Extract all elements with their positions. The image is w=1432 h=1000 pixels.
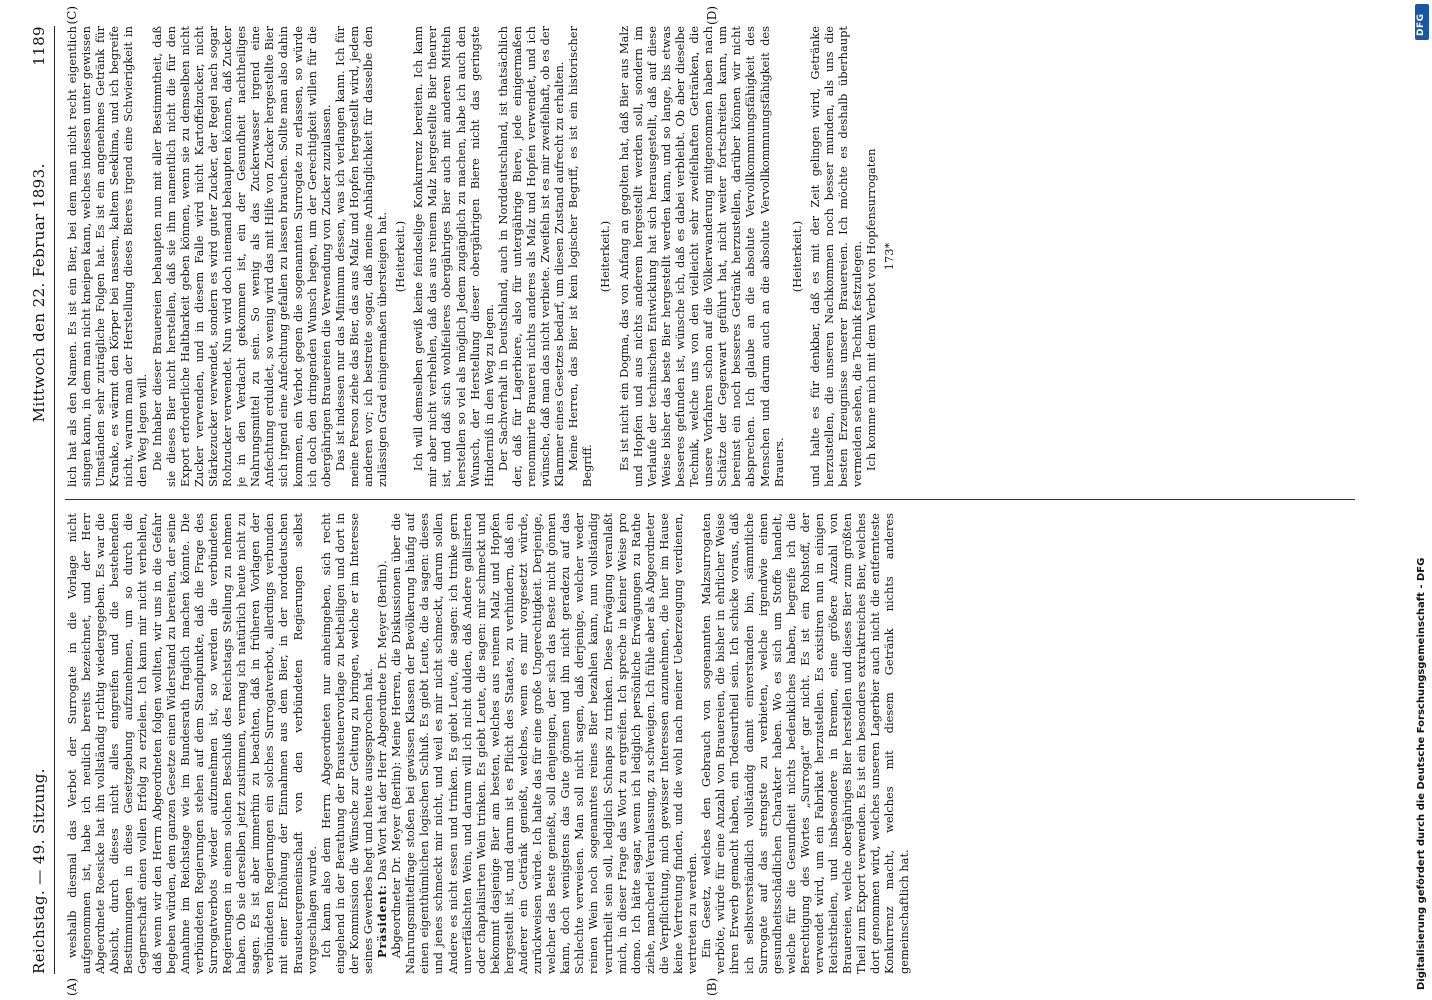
paragraph-text: Ich kann also dem Herrn Abgeordneten nur anheimgeben, sich recht eingehend in der Berathung der Brausteuervorlage zu betheiligen und dort in der Kommission die Wünsche zur Geltung zu bringen, welche er im Interesse seines Gewerbes hegt und heute ausgesprochen hat. [318,513,375,974]
paragraph-text: (Heiterkeit.) [789,220,804,293]
header-date: Mittwoch den 22. Februar 1893. [30,163,48,423]
left-column [65,513,1355,974]
right-column-paragraph [333,26,389,487]
paragraph-text: und halte es für denkbar, daß es mit der Zeit gelingen wird, Getränke herzustellen, die unseren Nachkommen noch besser munden, als uns die besten Erzeugnisse unserer Brauereien. Ich möchte es deshalb überhaupt vermeiden sehen, die Technik festzulegen. [807,26,865,487]
paragraph-text: lich hat als den Namen. Es ist ein Bier, bei dem man nicht recht eigentlich singen kann, in dem man nicht kneipen kann, welches indessen unter gewissen Umständen sehr zuträgliche Folgen hat. Es ist ein angenehmes Getränk für Kranke, es wärmt den Körper bei nassem, kaltem Seeklima, und ich begreife nicht, warum man der Herstellung dieses Bieres irgend eine Schwierigkeit in den Weg legen will. [65,26,150,487]
left-column-paragraph [319,513,375,974]
paragraph-text: Ein Gesetz, welches den Gebrauch von sogenannten Malzsurrogaten verböte, würde für eine Anzahl von Brauereien, die bisher in ehrlicher Weise ihren Erwerb gemacht haben, ein Todesurtheil sein. Ich schicke voraus, daß ich selbstverständlich vollständig damit einverstanden bin, sämmtliche Surrogate auf das strengste zu verbieten, welche irgendwie einen gesundheitsschädlichen Charakter haben. Wo es sich um Stoffe handelt, welche für die Gesundheit nichts bedenkliches haben, begreife ich die Berechtigung des Wortes „Surrogat“ gar nicht. Es ist ein Rohstoff, der verwendet wird, um ein Fabrikat herzustellen. Es existiren nun in einigen Reichstheilen, und insbesondere in Bremen, eine größere Anzahl von Brauereien, welche obergähriges Bier herstellen und dieses Bier zum größten Theil zum Export verwenden. Es ist ein besonders extraktreiches Bier, welches dort genommen wird, welches unseren Lagerbier auch nicht die entfernteste Konkurrenz macht, welches mit diesem Getränk nichts anderes gemeinschaftlich hat. [699,513,911,974]
paragraph-text: Die Inhaber dieser Brauereien behaupten nun mit aller Bestimmtheit, daß sie dieses Bier nicht herstellen, daß sie ihm namentlich nicht die für den Export erforderliche Haltbarkeit geben können, wenn sie zu demselben nicht Zucker verwenden, und in diesem Falle wird nicht Kartoffelzucker, nicht Stärkezucker verwendet, sondern es wird guter Zucker, der Regel nach sogar Rohzucker verwendet. Nun wird doch niemand behaupten können, daß Zucker je in den Verdacht gekommen ist, ein der Gesundheit nachtheiliges Nahrungsmittel zu sein. So wenig als das Zuckerwasser irgend eine Anfechtung erduldet, so wenig wird das mit Hilfe von Zucker hergestellte Bier sich irgend eine Anfechtung gefallen zu lassen brauchen. Sollte man also dahin kommen, ein Verbot gegen die sogenannten Surrogate zu erlassen, so würde ich doch den dringenden Wunsch hegen, um der Gerechtigkeit willen für die obergährigen Brauereien die Verwendung von Zucker zuzulassen. [149,26,333,487]
left-column-paragraph [389,513,699,974]
right-column-paragraph [411,26,496,487]
paragraph-text: (Heiterkeit.) [393,220,408,293]
left-column-paragraph [65,513,319,974]
paragraph-text: (Heiterkeit.) [598,220,613,293]
margin-marker-a: (A) [65,977,79,996]
dfg-logo-text: DFG [1416,13,1426,36]
paragraph-text: Ich will demselben gewiß keine feindselige Konkurrenz bereiten. Ich kann mir aber nicht verhehlen, daß das aus reinem Malz hergestellte Bier theurer ist, und daß sich wohlfeileres obergähriges Bier auch mit anderen Mitteln herstellen so viel als möglich Jedem zugänglich zu machen, habe ich auch den Wunsch, der Herstellung dieser obergährigen Biere nicht das geringste Hinderniß in den Weg zu legen. [411,26,496,487]
speaker-label: Präsident: [375,884,390,958]
paragraph-text: Ich komme mich mit dem Verbot von Hopfensurrogaten [864,148,879,471]
paragraph-text: Das Wort hat der Herr Abgeordnete Dr. Meyer (Berlin). [375,560,390,885]
paragraph-text: weshalb diesmal das Verbot der Surrogate in die Vorlage nicht aufgenommen ist, habe ich neulich bereits bezeichnet, und der Herr Abgeordnete Roesicke hat ihn vollständig richtig wiedergegeben. Es war die Absicht, durch dieses nicht alles eingreifen und die bestehenden Bestimmungen in diese Gesetzgebung aufzunehmen, um so durch die Gegnerschaft einen vollen Erfolg zu erzielen. Ich kann mir nicht verhehlen, daß wenn wir den Herrn Abgeordneten folgen wollten, wir uns in die Gefahr begeben würden, dem ganzen Gesetze einen Widerstand zu bereiten, der seine Annahme im Reichstage wie im Bundesrath fraglich machen könnte. Die verbündeten Regierungen stehen auf dem Standpunkte, daß die Frage des Surrogatverbots wieder aufzunehmen ist, so werden die verbündeten Regierungen in einem solchen Beschluß des Reichstags Stellung zu nehmen haben. Ob sie derselben jetzt zustimmen, vermag ich natürlich heute nicht zu sagen. Es ist aber immerhin zu beachten, daß in früheren Vorlagen der verbündeten Regierungen ein solches Surrogatverbot, allerdings verbunden mit einer Erhöhung der Einnahmen aus dem Bier, in der norddeutschen Brausteuergemeinschaft von den verbündeten Regierungen selbst vorgeschlagen wurde. [65,513,319,974]
right-column-paragraph [864,26,878,487]
paragraph-text: Das ist indessen nur das Minimum dessen, was ich verlangen kann. Ich für meine Person ziehe das Bier, das aus Malz und Hopfen hergestellt wird, jedem anderen vor; ich bestreite sogar, daß meine Anhänglichkeit für dasselbe den zulässigen Grad einigermaßen übersteigen hat. [332,26,390,487]
paragraph-text: 173* [882,242,897,271]
paragraph-text: Es ist nicht ein Dogma, das von Anfang an gegolten hat, daß Bier aus Malz und Hopfen und aus nichts anderem hergestellt werden soll, sondern im Verlaufe der technischen Entwicklung hat sich herausgestellt, daß auf diese Weise bisher das beste Bier hergestellt werden kann, und so lange, bis etwas besseres gefunden ist, wünsche ich, daß es dabei verbleibt. Ob aber dieselbe Technik, welche uns von den vielleicht sehr zweifelhaften Getränken, die unsere Vorfahren schon auf die Völkerwanderung mitgenommen haben nach Schätze der Gegenwart geführt hat, nicht weiter fortschreiten kann, um bereinst ein noch besseres Getränk herzustellen, darüber können wir nicht absprechen. Ich glaube an die absolute Vervollkommnungsfähigkeit des Menschen und darum auch an die absolute Vervollkommnungsfähigkeit des Brauers. [616,26,786,487]
dfg-logo [1415,4,1429,40]
digitization-credit: Digitalisierung gefördert durch die Deutsche Forschungsgemeinschaft - DFG [1416,557,1427,990]
header-page-number: 1189 [30,26,48,66]
paragraph-text: Abgeordneter Dr. Meyer (Berlin): Meine Herren, die Diskussionen über die Nahrungsmittelfrage stoßen bei gewissen Klassen der Bevölkerung häufig auf einen eigenthümlichen logischen Schluß. Es giebt Leute, die da sagen: dieses und jenes schmeckt mir nicht, und weil es mir nicht schmeckt, darum sollen Andere es nicht essen und trinken. Es giebt Leute, die sagen: ich trinke gern unverfälschten Wein, und darum will ich nicht dulden, daß Andere gallisirten oder chaptalisirten Wein trinken. Es giebt Leute, die sagen: mir schmeckt und bekommt dasjenige Bier am besten, welches aus reinem Malz und Hopfen hergestellt ist, und darum ist es Pflicht des Staates, zu verhindern, daß ein Anderer ein Getränk genießt, welches, wenn es mir vorgesetzt würde, zurückweisen würde. Ich halte das für eine große Ungerechtigkeit. Derjenige, welcher das Beste genießt, soll denjenigen, der sich das Beste nicht gönnen kann, doch wenigstens das Gute gönnen und ihn nicht geradezu auf das Schlechte verweisen. Man soll nicht sagen, daß derjenige, welcher weder reinen Wein noch sogenanntes reines Bier bezahlen kann, nun vollständig verurtheilt sein soll, lediglich Schnaps zu trinken. Diese Erwägung veranlaßt mich, in dieser Frage das Wort zu ergreifen. Ich spreche in keiner Weise pro domo. Ich hätte sagar, wenn ich lediglich persönliche Erwägungen zu Rathe ziehe, mancherlei Veranlassung, zu schweigen. Ich fühle aber als Abgeordneter die Verpflichtung, mich gewisser Interessen anzunehmen, die hier im Hause keine Vertretung finden, und die wohl nach meiner Ueberzeugung verdienen, vertreten zu werden. [389,513,700,974]
rotated-page [16,0,1396,1000]
page-header [30,26,55,974]
margin-marker-b: (B) [705,977,719,996]
right-column-paragraph [496,26,566,487]
left-column-paragraph [375,513,389,974]
right-column-paragraph [393,26,407,487]
right-column-paragraph [617,26,786,487]
right-column [65,26,1355,487]
right-column-paragraph [790,26,804,487]
header-session: Reichstag. — 49. Sitzung. [30,768,48,974]
margin-marker-c: (C) [65,6,79,25]
right-column-paragraph [566,26,594,487]
right-column-paragraph [882,26,896,487]
right-column-paragraph [65,26,150,487]
paragraph-text: Meine Herren, das Bier ist kein logischer Begriff, es ist ein historischer Begriff. [566,26,595,487]
right-column-paragraph [598,26,612,487]
digitization-credit-strip [1412,0,1432,1000]
text-columns [65,6,1355,996]
left-column-paragraph [699,513,910,974]
right-column-paragraph [150,26,333,487]
right-column-paragraph [808,26,864,487]
margin-marker-d: (D) [705,6,719,25]
paragraph-text: Der Sachverhalt in Deutschland, auch in Norddeutschland, ist thatsächlich der, daß für Lagerbiere, also für untergährige Biere, jede einigermaßen renommirte Brauerei nichts anderes als Malz und Hopfen verwendet, und ich wünsche, daß man das nicht verbiete. Zweifeln ist es mir zweifelhaft, ob es der Klammer eines Gesetzes bedarf, um diesen Zustand aufrecht zu erhalten. [495,26,567,487]
column-divider [65,499,1355,500]
